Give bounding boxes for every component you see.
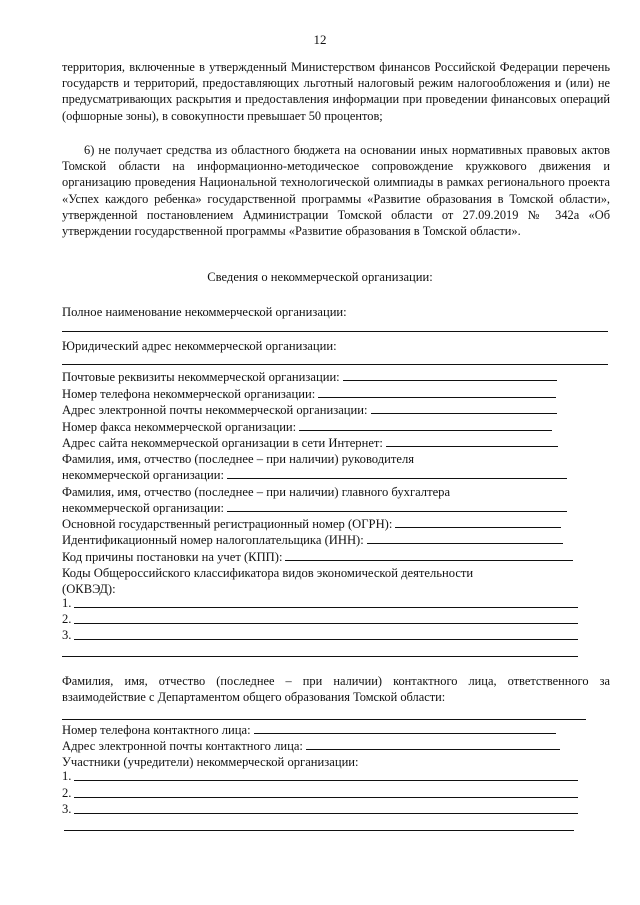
page-number: 12 — [313, 32, 327, 47]
field-full-name-line[interactable] — [62, 331, 608, 332]
okved-item-3-number: 3. — [62, 628, 72, 642]
founder-item-1-line[interactable] — [74, 780, 578, 781]
okved-extra-line[interactable] — [62, 656, 578, 657]
field-website-line[interactable] — [386, 435, 558, 447]
field-accountant-label-1: Фамилия, имя, отчество (последнее – при наличии) главного бухгалтера — [62, 485, 451, 499]
contact-email-label: Адрес электронной почты контактного лица: — [62, 739, 303, 753]
field-postal — [62, 369, 557, 385]
field-inn-label: Идентификационный номер налогоплательщика (ИНН): — [62, 533, 364, 547]
contact-phone-label: Номер телефона контактного лица: — [62, 723, 251, 737]
contact-phone — [62, 722, 556, 738]
contact-email-line[interactable] — [306, 738, 560, 750]
okved-item-1-number: 1. — [62, 596, 72, 610]
section-heading: Сведения о некоммерческой организации: — [207, 270, 433, 284]
field-kpp-line[interactable] — [285, 549, 573, 561]
field-website-label: Адрес сайта некоммерческой организации в сети Интернет: — [62, 436, 383, 450]
okved-item-2-line[interactable] — [74, 623, 578, 624]
contact-email — [62, 738, 560, 754]
field-phone-label: Номер телефона некоммерческой организации: — [62, 387, 316, 401]
field-phone — [62, 386, 556, 402]
contact-name-line[interactable] — [62, 719, 586, 720]
field-inn — [62, 532, 563, 548]
field-postal-line[interactable] — [343, 369, 557, 381]
founder-item-3-line[interactable] — [74, 813, 578, 814]
okved-item-3-line[interactable] — [74, 639, 578, 640]
contact-paragraph: Фамилия, имя, отчество (последнее – при наличии) контактного лица, ответственного за взаимодействие с Департаментом общего образования Томской области: — [62, 674, 610, 705]
field-postal-label: Почтовые реквизиты некоммерческой организации: — [62, 370, 340, 384]
field-kpp — [62, 549, 573, 565]
founder-item-2-line[interactable] — [74, 797, 578, 798]
founder-item-3-number: 3. — [62, 802, 72, 816]
founder-item-1-number: 1. — [62, 769, 72, 783]
field-email-label: Адрес электронной почты некоммерческой организации: — [62, 403, 368, 417]
field-okved-label-2: (ОКВЭД): — [62, 582, 116, 596]
field-ogrn-label: Основной государственный регистрационный номер (ОГРН): — [62, 517, 393, 531]
field-inn-line[interactable] — [367, 532, 563, 544]
okved-item-2-number: 2. — [62, 612, 72, 626]
field-director-line[interactable] — [227, 467, 567, 479]
field-okved-label-1: Коды Общероссийского классификатора видов экономической деятельности — [62, 566, 474, 580]
field-director-label-2: некоммерческой организации: — [62, 468, 224, 482]
founder-item-2-number: 2. — [62, 786, 72, 800]
field-fax-label: Номер факса некоммерческой организации: — [62, 420, 297, 434]
field-phone-line[interactable] — [318, 386, 556, 398]
founder-extra-line[interactable] — [64, 830, 574, 831]
field-director — [62, 467, 567, 483]
contact-phone-line[interactable] — [254, 722, 556, 734]
field-fax-line[interactable] — [299, 419, 552, 431]
field-email-line[interactable] — [371, 402, 557, 414]
field-legal-address-line[interactable] — [62, 364, 608, 365]
field-ogrn — [62, 516, 561, 532]
field-accountant-line[interactable] — [227, 500, 567, 512]
field-kpp-label: Код причины постановки на учет (КПП): — [62, 550, 283, 564]
paragraph-continued: территория, включенные в утвержденный Министерством финансов Российской Федерации перечень государств и территорий, предоставляющих льготный налоговый режим налогообложения и (или) не предусматривающих раскрытия и предоставления информации при проведении финансовых операций (офшорные зоны), в совокупности превышает 50 процентов; — [62, 60, 610, 123]
okved-item-1-line[interactable] — [74, 607, 578, 608]
paragraph-6: 6) не получает средства из областного бюджета на основании иных нормативных правовых актов Томской области на информационно-методическое сопровождение кружкового движения и организацию проведения Национальной технологической олимпиады в рамках регионального проекта «Успех каждого ребенка» государственной программы «Развитие образования в Томской области», утвержденной постановлением Администрации Томской области от 27.09.2019 № 342а «Об утверждении государственной программы «Развитие образования в Томской области». — [62, 143, 610, 239]
field-accountant — [62, 500, 567, 516]
field-full-name-label: Полное наименование некоммерческой организации: — [62, 305, 347, 319]
founders-label: Участники (учредители) некоммерческой организации: — [62, 755, 359, 769]
field-ogrn-line[interactable] — [395, 516, 561, 528]
field-fax — [62, 419, 552, 435]
field-director-label-1: Фамилия, имя, отчество (последнее – при наличии) руководителя — [62, 452, 415, 466]
field-website — [62, 435, 558, 451]
field-accountant-label-2: некоммерческой организации: — [62, 501, 224, 515]
field-legal-address-label: Юридический адрес некоммерческой организации: — [62, 339, 337, 353]
field-email — [62, 402, 557, 418]
